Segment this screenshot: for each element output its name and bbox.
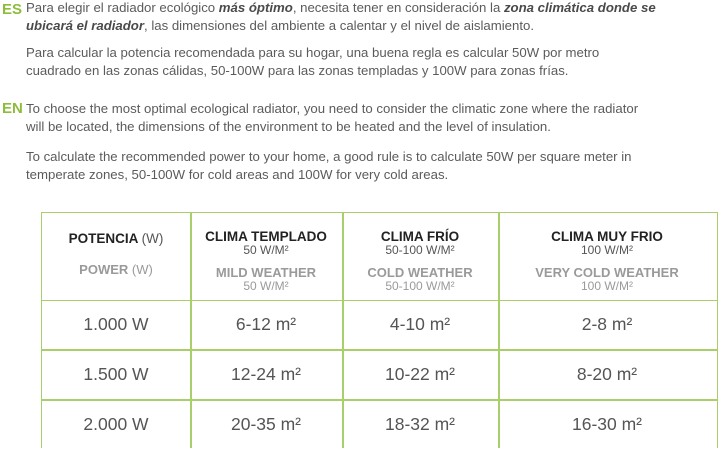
row-area-cold: 10-22 m² xyxy=(384,364,456,384)
en-p2-line-2: temperate zones, 50-100W for cold areas and 100W for very cold areas. xyxy=(26,167,449,182)
es-p2-line-1: Para calcular la potencia recomendada para su hogar, una buena regla es calcular 50W por metro xyxy=(26,45,600,60)
lang-tag-es: ES xyxy=(2,1,23,18)
potencia-unit: (W) xyxy=(141,231,164,246)
table-row xyxy=(42,350,717,399)
header-mild-en: MILD WEATHER xyxy=(215,265,317,280)
row-area-very-cold: 2-8 m² xyxy=(581,314,633,334)
table-row xyxy=(42,300,717,349)
row-area-mild: 20-35 m² xyxy=(230,414,302,434)
header-mild xyxy=(190,213,342,301)
es-paragraph-2 xyxy=(26,44,720,80)
table-header xyxy=(42,213,717,301)
es-paragraph-1 xyxy=(26,0,720,35)
header-power-es xyxy=(42,231,190,247)
header-cold-es-sub: 50-100 W/M² xyxy=(385,243,455,257)
row-power: 2.000 W xyxy=(83,414,149,434)
en-p1-line-2: will be located, the dimensions of the environment to be heated and the level of insulation. xyxy=(26,119,551,134)
potencia-label: POTENCIA xyxy=(68,231,138,246)
lang-tag-en: EN xyxy=(2,100,23,117)
header-cold-es: CLIMA FRÍO xyxy=(380,229,460,244)
es-p1-text-a: Para elegir el radiador ecológico xyxy=(26,0,219,15)
radiator-power-table xyxy=(41,212,718,448)
row-power: 1.500 W xyxy=(83,364,149,384)
en-p1-line-1: To choose the most optimal ecological radiator, you need to consider the climatic zone where the radiator xyxy=(26,101,639,116)
header-cold-en: COLD WEATHER xyxy=(367,265,473,280)
en-paragraph-1 xyxy=(26,100,720,136)
header-cold-en-sub: 50-100 W/M² xyxy=(385,279,455,293)
header-mild-es-sub: 50 W/M² xyxy=(243,243,289,257)
es-p1-text-b: , necesita tener en consideración la xyxy=(292,0,504,15)
header-cold xyxy=(342,213,498,301)
en-paragraph-2 xyxy=(26,148,720,184)
row-area-cold: 18-32 m² xyxy=(384,414,456,434)
header-very-cold-es-sub: 100 W/M² xyxy=(580,243,633,257)
es-p1-emphasis-b: zona climática donde se xyxy=(503,0,656,15)
row-area-very-cold: 8-20 m² xyxy=(576,364,638,384)
es-p2-line-2: cuadrado en las zonas cálidas, 50-100W para las zonas templadas y 100W para zonas frías. xyxy=(26,63,569,78)
header-very-cold-es: CLIMA MUY FRIO xyxy=(551,229,663,244)
header-very-cold-en: VERY COLD WEATHER xyxy=(535,265,679,280)
row-power: 1.000 W xyxy=(83,314,149,334)
row-area-cold: 4-10 m² xyxy=(389,314,451,334)
header-very-cold-en-sub: 100 W/M² xyxy=(580,279,633,293)
es-p1-emphasis-a: más óptimo xyxy=(218,0,293,15)
header-very-cold xyxy=(498,213,716,301)
row-area-mild: 6-12 m² xyxy=(235,314,297,334)
power-unit: (W) xyxy=(131,262,153,277)
power-label: POWER xyxy=(79,262,129,277)
es-p1-text-c: , las dimensiones del ambiente a calentar y el nivel de aislamiento. xyxy=(144,18,534,33)
table-row xyxy=(42,400,717,449)
row-area-very-cold: 16-30 m² xyxy=(571,414,643,434)
row-area-mild: 12-24 m² xyxy=(230,364,302,384)
header-mild-en-sub: 50 W/M² xyxy=(243,279,289,293)
header-power xyxy=(42,213,190,301)
en-p2-line-1: To calculate the recommended power to your home, a good rule is to calculate 50W per square meter in xyxy=(26,149,632,164)
header-mild-es: CLIMA TEMPLADO xyxy=(205,229,327,244)
es-p1-emphasis-c: ubicará el radiador xyxy=(26,18,144,33)
header-power-en xyxy=(42,262,190,278)
